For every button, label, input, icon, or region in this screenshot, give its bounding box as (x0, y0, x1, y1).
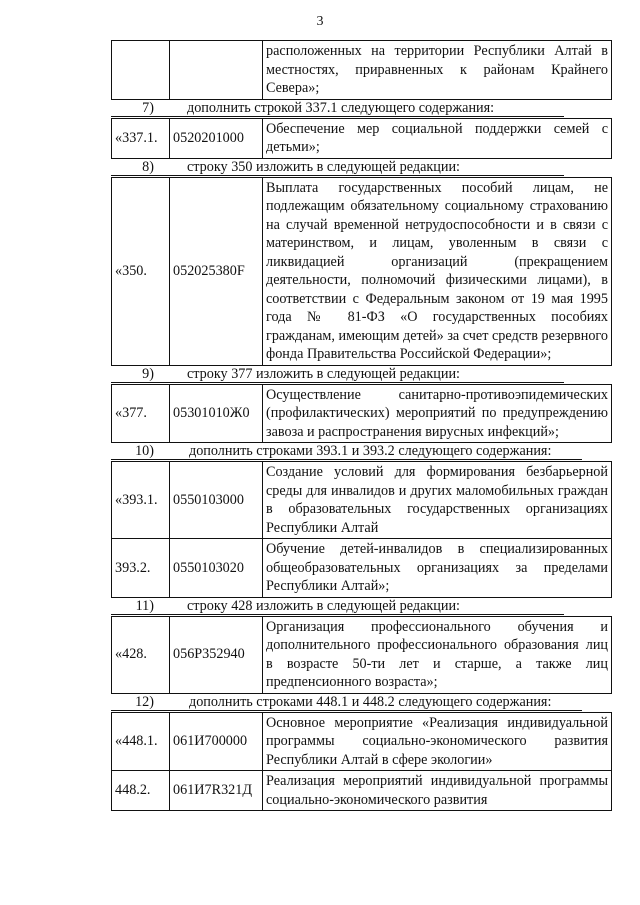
table-393 (111, 461, 612, 598)
table-fragment-top (111, 40, 612, 100)
kbk-code-cell: 05301010Ж0 (170, 384, 263, 443)
instruction-number: 12) (135, 693, 154, 710)
instruction-number: 7) (142, 99, 154, 116)
instruction-9 (111, 366, 612, 382)
description-cell: Реализация мероприятий индивидуальной программы социально-экономического развития (263, 771, 612, 811)
table-428 (111, 616, 612, 694)
row-number-cell: «428. (112, 616, 170, 693)
kbk-code-cell: 061И7R321Д (170, 771, 263, 811)
row-number-cell: 448.2. (112, 771, 170, 811)
description-cell: расположенных на территории Республики Алтай в местностях, приравненных к районам Крайнего Севера»; (263, 41, 612, 100)
instruction-number: 11) (135, 597, 154, 614)
instruction-number: 9) (142, 365, 154, 382)
instruction-10 (111, 443, 612, 459)
table-row (112, 712, 612, 771)
kbk-code-cell: 0550103020 (170, 539, 263, 598)
kbk-code-cell: 0550103000 (170, 462, 263, 539)
document-body (111, 40, 612, 811)
instruction-text: дополнить строками 393.1 и 393.2 следующего содержания: (189, 443, 552, 459)
row-number-cell (112, 41, 170, 100)
description-cell: Основное мероприятие «Реализация индивидуальной программы социально-экономического развития Республики Алтай в сфере экологии» (263, 712, 612, 771)
page-number: 3 (316, 14, 324, 29)
row-number-cell: «337.1. (112, 118, 170, 158)
row-number-cell: «448.1. (112, 712, 170, 771)
table-337-1 (111, 118, 612, 159)
description-cell: Осуществление санитарно-противоэпидемических (профилактических) мероприятий по предупреждению завоза и распространения вирусных инфекций»; (263, 384, 612, 443)
table-row (112, 41, 612, 100)
row-number-cell: «350. (112, 177, 170, 365)
description-cell: Обеспечение мер социальной поддержки семей с детьми»; (263, 118, 612, 158)
instruction-11 (111, 598, 612, 614)
table-350 (111, 177, 612, 366)
instruction-text: дополнить строками 448.1 и 448.2 следующего содержания: (189, 693, 552, 710)
kbk-code-cell: 056P352940 (170, 616, 263, 693)
instruction-number: 8) (142, 158, 154, 175)
instruction-text: строку 350 изложить в следующей редакции: (187, 158, 460, 175)
description-cell: Организация профессионального обучения и дополнительного профессионального образования лиц в возрасте 50-ти лет и старше, а также лиц предпенсионного возраста»; (263, 616, 612, 693)
instruction-text: строку 377 изложить в следующей редакции: (187, 365, 460, 382)
row-number-cell: 393.2. (112, 539, 170, 598)
row-number-cell: «393.1. (112, 462, 170, 539)
table-row (112, 177, 612, 365)
instruction-number: 10) (135, 443, 154, 459)
table-448 (111, 712, 612, 812)
instruction-12 (111, 694, 612, 710)
kbk-code-cell (170, 41, 263, 100)
table-377 (111, 384, 612, 444)
instruction-text: строку 428 изложить в следующей редакции: (187, 597, 460, 614)
instruction-text: дополнить строкой 337.1 следующего содержания: (187, 99, 495, 116)
kbk-code-cell: 061И700000 (170, 712, 263, 771)
description-cell: Обучение детей-инвалидов в специализированных общеобразовательных организациях за пределами Республики Алтай»; (263, 539, 612, 598)
description-cell: Создание условий для формирования безбарьерной среды для инвалидов и других маломобильных граждан в образовательных государственных организациях Республики Алтай (263, 462, 612, 539)
instruction-7 (111, 100, 612, 116)
table-row (112, 616, 612, 693)
row-number-cell: «377. (112, 384, 170, 443)
table-row (112, 462, 612, 539)
table-row (112, 539, 612, 598)
kbk-code-cell: 0520201000 (170, 118, 263, 158)
kbk-code-cell: 052025380F (170, 177, 263, 365)
description-cell: Выплата государственных пособий лицам, не подлежащим обязательному социальному страхованию на случай временной нетрудоспособности и в связи с материнством, и лицам, уволенным в связи с ликвидацией организаций (прекращением деятельности, полномочий физическими лицами), в соответствии с Федеральным законом от 19 мая 1995 года № 81-ФЗ «О государственных пособиях гражданам, имеющим детей» за счет средств резервного фонда Правительства Российской Федерации»; (263, 177, 612, 365)
table-row (112, 384, 612, 443)
table-row (112, 771, 612, 811)
table-row (112, 118, 612, 158)
instruction-8 (111, 159, 612, 175)
